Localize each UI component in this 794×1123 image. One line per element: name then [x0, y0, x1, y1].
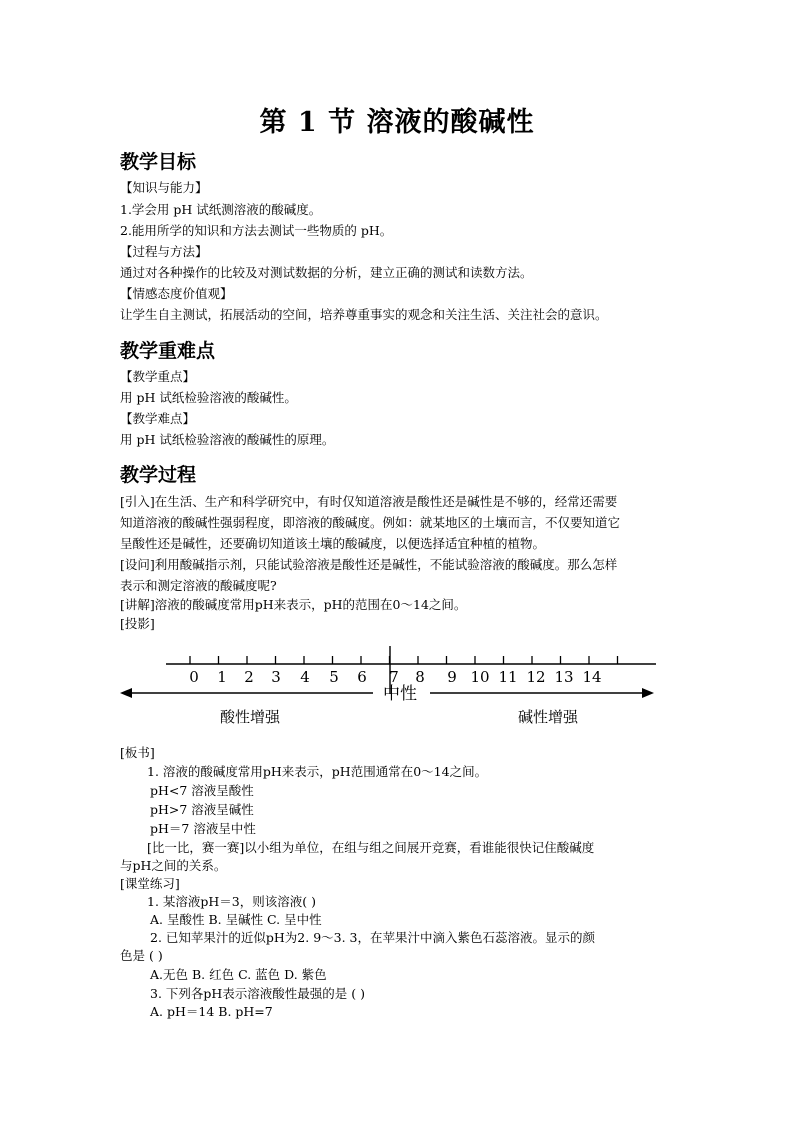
focus-text: 用 pH 试纸检验溶液的酸碱性。	[120, 390, 297, 405]
ph-number-3: 3	[271, 668, 281, 686]
keypoints-heading: 教学重难点	[120, 340, 216, 362]
knowledge-item-1: 1.学会用 pH 试纸测溶液的酸碱度。	[120, 202, 322, 217]
intro-line-3: 呈酸性还是碱性，还要确切知道该土壤的酸碱度，以便选择适宜种植的植物。	[120, 536, 546, 551]
acid-label: 酸性增强	[219, 708, 281, 726]
acid-arrow-head	[120, 688, 132, 698]
process-heading: 教学过程	[120, 464, 197, 486]
ph-number-8: 8	[415, 668, 425, 686]
ph-number-13: 13	[554, 668, 574, 686]
practice-label: [课堂练习]	[120, 876, 180, 891]
ph-number-9: 9	[447, 668, 457, 686]
practice-q2-line-2: 色是 ( )	[120, 948, 163, 963]
difficulty-label: 【教学难点】	[120, 411, 196, 426]
process-method-label: 【过程与方法】	[120, 244, 208, 259]
ph-number-0: 0	[189, 668, 199, 686]
practice-q2-options: A.无色 B. 红色 C. 蓝色 D. 紫色	[150, 967, 327, 982]
practice-q3: 3. 下列各pH表示溶液酸性最强的是 ( )	[150, 986, 366, 1001]
projection-label: [投影]	[120, 616, 155, 631]
emotion-label: 【情感态度价值观】	[120, 286, 233, 301]
intro-line-1: [引入]在生活、生产和科学研究中，有时仅知道溶液是酸性还是碱性是不够的，经常还需要	[120, 494, 618, 509]
competition-line-1: [比一比，赛一赛]以小组为单位，在组与组之间展开竞赛，看谁能很快记住酸碱度	[147, 840, 595, 855]
rule-neutral: pH＝7 溶液呈中性	[150, 821, 256, 836]
practice-q2-line-1: 2. 已知苹果汁的近似pH为2. 9～3. 3，在苹果汁中滴入紫色石蕊溶液。显示的颜	[150, 930, 596, 945]
rule-acidic: pH<7 溶液呈酸性	[150, 783, 254, 798]
rule-basic: pH>7 溶液呈碱性	[150, 802, 254, 817]
ph-number-11: 11	[498, 668, 518, 686]
ph-scale-svg	[118, 640, 678, 732]
knowledge-label: 【知识与能力】	[120, 180, 208, 195]
base-label: 碱性增强	[517, 708, 579, 726]
competition-line-2: 与pH之间的关系。	[120, 858, 227, 873]
neutral-label: 中性	[383, 684, 417, 704]
practice-q1: 1. 某溶液pH＝3，则该溶液( )	[147, 894, 316, 909]
scale-ticks	[190, 656, 618, 664]
ph-number-1: 1	[217, 668, 227, 686]
ph-number-7: 7	[389, 668, 399, 686]
knowledge-item-2: 2.能用所学的知识和方法去测试一些物质的 pH。	[120, 223, 393, 238]
page-title: 第 1 节 溶液的酸碱性	[259, 107, 535, 138]
practice-q3-options: A. pH＝14 B. pH=7	[150, 1004, 273, 1019]
emotion-text: 让学生自主测试，拓展活动的空间，培养尊重事实的观念和关注生活、关注社会的意识。	[120, 307, 608, 322]
intro-line-2: 知道溶液的酸碱性强弱程度，即溶液的酸碱度。例如：就某地区的土壤而言，不仅要知道它	[120, 515, 621, 530]
focus-label: 【教学重点】	[120, 369, 196, 384]
objectives-heading: 教学目标	[120, 151, 197, 173]
ph-number-14: 14	[582, 668, 602, 686]
process-method-text: 通过对各种操作的比较及对测试数据的分析，建立正确的测试和读数方法。	[120, 265, 533, 280]
ph-number-4: 4	[300, 668, 310, 686]
ph-number-10: 10	[470, 668, 490, 686]
base-arrow-head	[642, 688, 654, 698]
question-line-2: 表示和测定溶液的酸碱度呢?	[120, 578, 277, 593]
ph-number-12: 12	[526, 668, 546, 686]
lecture-line: [讲解]溶液的酸碱度常用pH来表示，pH的范围在0～14之间。	[120, 597, 467, 612]
question-line-1: [设问]利用酸碱指示剂，只能试验溶液是酸性还是碱性，不能试验溶液的酸碱度。那么怎样	[120, 557, 618, 572]
ph-scale-figure	[118, 640, 678, 732]
board-label: [板书]	[120, 745, 155, 760]
board-line-1: 1. 溶液的酸碱度常用pH来表示，pH范围通常在0～14之间。	[147, 764, 488, 779]
practice-q1-options: A. 呈酸性 B. 呈碱性 C. 呈中性	[150, 912, 322, 927]
ph-number-6: 6	[357, 668, 367, 686]
ph-number-5: 5	[329, 668, 339, 686]
ph-number-2: 2	[244, 668, 254, 686]
difficulty-text: 用 pH 试纸检验溶液的酸碱性的原理。	[120, 432, 335, 447]
